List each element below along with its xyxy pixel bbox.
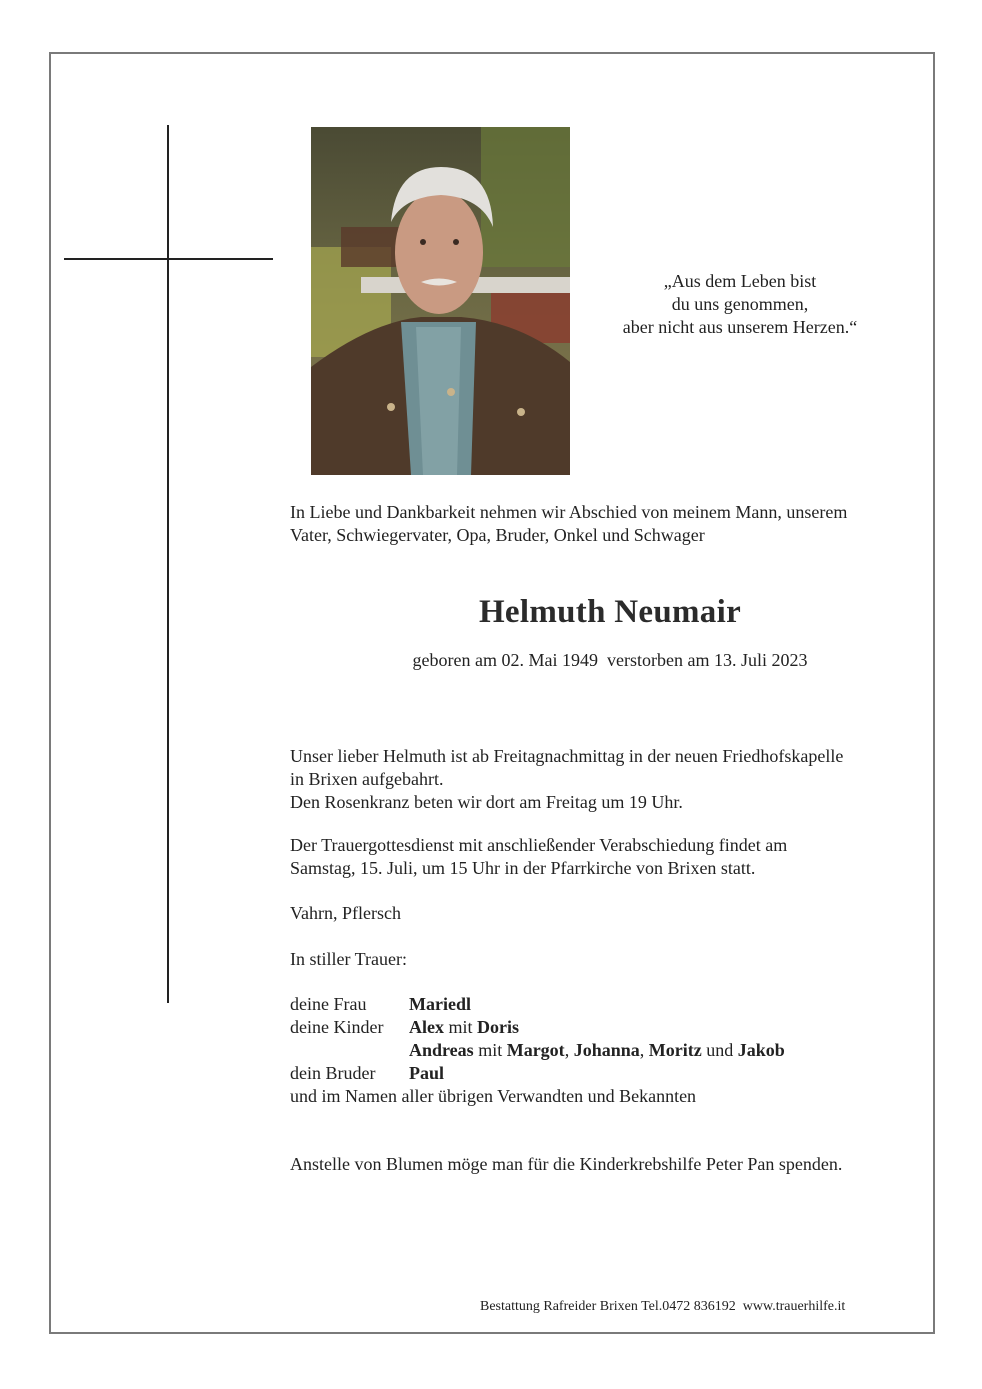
quote-line: „Aus dem Leben bist	[663, 271, 817, 291]
connector-text: ,	[639, 1040, 645, 1060]
family-row-others	[290, 1085, 785, 1108]
cross-icon-vertical	[167, 125, 169, 1003]
memorial-quote	[590, 270, 890, 339]
mourning-heading	[290, 948, 407, 971]
portrait-photo	[311, 127, 570, 475]
connector-text: mit	[478, 1040, 503, 1060]
donation-note	[290, 1153, 842, 1176]
places	[290, 902, 401, 925]
mourning-text: In stiller Trauer:	[290, 949, 407, 969]
family-name: Margot	[506, 1040, 565, 1060]
relation-label: deine Kinder	[290, 1017, 384, 1037]
paragraph-line: in Brixen aufgebahrt.	[290, 769, 444, 789]
paragraph-line: Der Trauergottesdienst mit anschließender Verabschiedung findet am	[290, 835, 788, 855]
family-name: Moritz	[648, 1040, 702, 1060]
family-row-wife	[290, 993, 785, 1016]
life-dates: geboren am 02. Mai 1949 verstorben am 13. Juli 2023	[412, 650, 808, 670]
connector-text: und	[706, 1040, 734, 1060]
donation-text: Anstelle von Blumen möge man für die Kinderkrebshilfe Peter Pan spenden.	[290, 1154, 843, 1174]
places-text: Vahrn, Pflersch	[290, 903, 401, 923]
family-name: Paul	[409, 1063, 445, 1083]
others-text: und im Namen aller übrigen Verwandten und Bekannten	[290, 1086, 697, 1106]
relation-label: deine Frau	[290, 994, 367, 1014]
quote-line: aber nicht aus unserem Herzen.“	[622, 317, 858, 337]
paragraph-line: Unser lieber Helmuth ist ab Freitagnachmittag in der neuen Friedhofskapelle	[290, 746, 844, 766]
family-row-children-2	[290, 1039, 785, 1062]
family-name: Doris	[477, 1017, 520, 1037]
connector-text: ,	[564, 1040, 570, 1060]
intro-text	[290, 501, 930, 547]
deceased-name: Helmuth Neumair	[478, 594, 742, 630]
family-name: Mariedl	[409, 994, 471, 1014]
paragraph-line: Den Rosenkranz beten wir dort am Freitag um 19 Uhr.	[290, 792, 683, 812]
intro-line: In Liebe und Dankbarkeit nehmen wir Abschied von meinem Mann, unserem	[290, 502, 848, 522]
family-row-brother	[290, 1062, 785, 1085]
family-row-children	[290, 1016, 785, 1039]
cross-icon-horizontal	[64, 258, 273, 260]
family-name: Alex	[409, 1017, 444, 1037]
relation-label: dein Bruder	[290, 1063, 376, 1083]
viewing-paragraph	[290, 745, 843, 814]
intro-line: Vater, Schwiegervater, Opa, Bruder, Onkel und Schwager	[290, 525, 705, 545]
connector-text: mit	[448, 1017, 473, 1037]
funeral-home-footer: Bestattung Rafreider Brixen Tel.0472 836192 www.trauerhilfe.it	[480, 1299, 846, 1314]
family-name: Johanna	[573, 1040, 640, 1060]
quote-line: du uns genommen,	[671, 294, 809, 314]
paragraph-line: Samstag, 15. Juli, um 15 Uhr in der Pfarrkirche von Brixen statt.	[290, 858, 756, 878]
family-list	[290, 993, 785, 1108]
family-name: Andreas	[409, 1040, 474, 1060]
service-paragraph	[290, 834, 787, 880]
family-name: Jakob	[737, 1040, 785, 1060]
